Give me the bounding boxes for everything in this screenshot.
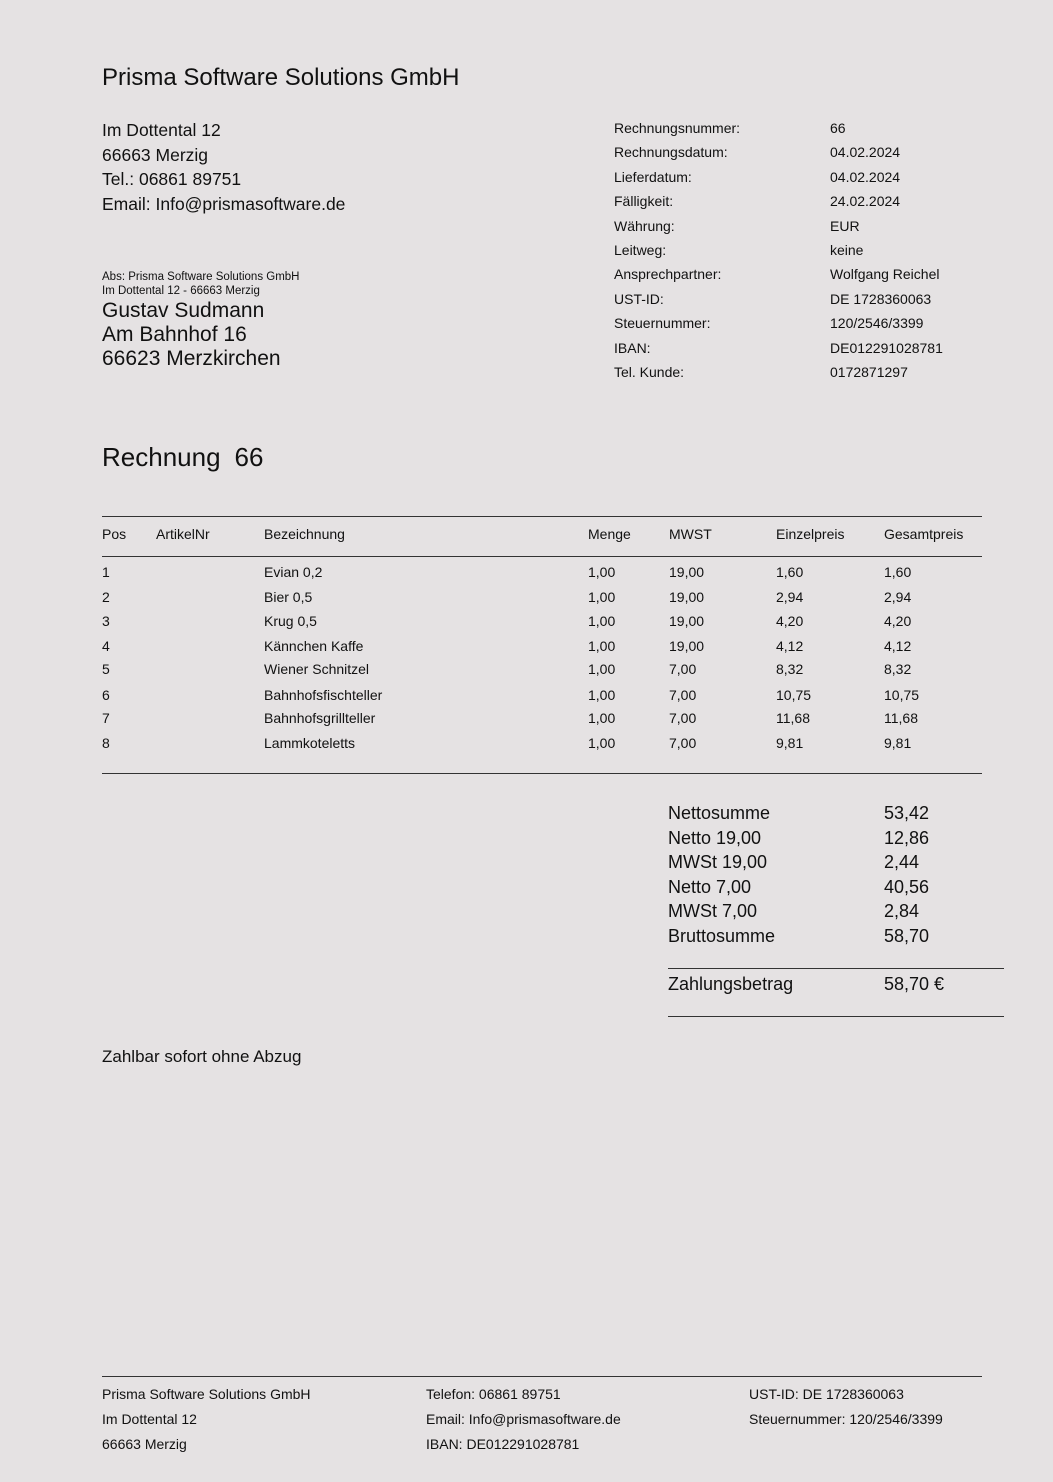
- cell-einzelpreis: 9,81: [776, 735, 804, 751]
- footer-line: Prisma Software Solutions GmbH: [102, 1386, 311, 1402]
- meta-value: Wolfgang Reichel: [830, 266, 940, 283]
- meta-value: 24.02.2024: [830, 193, 901, 210]
- table-bottom-rule: [102, 773, 982, 774]
- meta-value: 04.02.2024: [830, 168, 901, 185]
- recipient-name: Gustav Sudmann: [102, 299, 265, 322]
- meta-row: [614, 193, 943, 217]
- meta-row: [614, 315, 943, 339]
- cell-mwst: 7,00: [669, 710, 697, 726]
- meta-label: Rechnungsdatum:: [614, 144, 728, 161]
- cell-gesamtpreis: 4,12: [884, 638, 912, 654]
- invoice-title-number: 66: [234, 442, 264, 472]
- table-top-rule: [102, 516, 982, 517]
- meta-row: [614, 291, 943, 315]
- meta-row: [614, 218, 943, 242]
- cell-einzelpreis: 1,60: [776, 564, 804, 580]
- cell-pos: 8: [102, 735, 110, 751]
- cell-gesamtpreis: 4,20: [884, 613, 912, 629]
- cell-pos: 2: [102, 589, 110, 605]
- cell-gesamtpreis: 10,75: [884, 687, 920, 703]
- header-gesamtpreis: Gesamtpreis: [884, 526, 964, 542]
- cell-menge: 1,00: [588, 735, 616, 751]
- meta-row: [614, 364, 943, 388]
- meta-label: Ansprechpartner:: [614, 266, 722, 283]
- totals-block: [668, 803, 929, 950]
- cell-bezeichnung: Bier 0,5: [264, 589, 313, 605]
- sender-email: Email: Info@prismasoftware.de: [102, 193, 346, 214]
- totals-value: 2,84: [884, 901, 920, 921]
- meta-row: [614, 169, 943, 193]
- totals-row: [668, 926, 929, 951]
- header-menge: Menge: [588, 526, 631, 542]
- cell-gesamtpreis: 2,94: [884, 589, 912, 605]
- sender-street: Im Dottental 12: [102, 120, 221, 140]
- cell-mwst: 19,00: [669, 613, 705, 629]
- cell-bezeichnung: Evian 0,2: [264, 564, 323, 580]
- cell-einzelpreis: 4,12: [776, 638, 804, 654]
- meta-value: 120/2546/3399: [830, 315, 924, 332]
- totals-row: [668, 803, 929, 828]
- cell-mwst: 19,00: [669, 564, 705, 580]
- payment-bottom-rule: [668, 1016, 1004, 1017]
- cell-einzelpreis: 4,20: [776, 613, 804, 629]
- cell-einzelpreis: 8,32: [776, 661, 804, 677]
- cell-einzelpreis: 2,94: [776, 589, 804, 605]
- meta-label: Leitweg:: [614, 241, 667, 258]
- totals-row: [668, 877, 929, 902]
- totals-label: Nettosumme: [668, 803, 771, 823]
- recipient-address: [102, 299, 281, 371]
- cell-pos: 6: [102, 687, 110, 703]
- header-mwst: MWST: [669, 526, 712, 542]
- footer-line: UST-ID: DE 1728360063: [749, 1386, 904, 1402]
- totals-label: Netto 7,00: [668, 876, 752, 897]
- cell-menge: 1,00: [588, 638, 616, 654]
- cell-pos: 7: [102, 710, 110, 726]
- cell-bezeichnung: Wiener Schnitzel: [264, 661, 370, 677]
- cell-bezeichnung: Krug 0,5: [264, 613, 317, 629]
- cell-bezeichnung: Bahnhofsgrillteller: [264, 710, 376, 726]
- meta-value: DE 1728360063: [830, 290, 932, 307]
- cell-mwst: 7,00: [669, 661, 697, 677]
- header-bezeichnung: Bezeichnung: [264, 526, 345, 542]
- footer-tax: [749, 1382, 943, 1432]
- meta-label: UST-ID:: [614, 290, 664, 307]
- meta-label: IBAN:: [614, 339, 651, 356]
- totals-label: Bruttosumme: [668, 925, 776, 946]
- payment-terms: Zahlbar sofort ohne Abzug: [102, 1047, 302, 1066]
- sender-return-line: [102, 271, 300, 298]
- cell-menge: 1,00: [588, 687, 616, 703]
- header-artikelnr: ArtikelNr: [156, 526, 210, 542]
- cell-gesamtpreis: 9,81: [884, 735, 912, 751]
- meta-row: [614, 120, 943, 144]
- sender-city: 66663 Merzig: [102, 144, 209, 165]
- footer-rule: [102, 1376, 982, 1377]
- meta-row: [614, 242, 943, 266]
- cell-menge: 1,00: [588, 613, 616, 629]
- cell-gesamtpreis: 11,68: [884, 710, 918, 726]
- cell-mwst: 19,00: [669, 638, 705, 654]
- cell-pos: 3: [102, 613, 110, 629]
- cell-bezeichnung: Kännchen Kaffe: [264, 638, 364, 654]
- cell-bezeichnung: Lammkoteletts: [264, 735, 356, 751]
- totals-label: MWSt 7,00: [668, 901, 758, 921]
- totals-row: [668, 852, 929, 877]
- meta-row: [614, 266, 943, 290]
- header-pos: Pos: [102, 526, 127, 542]
- cell-menge: 1,00: [588, 710, 616, 726]
- cell-einzelpreis: 10,75: [776, 687, 812, 703]
- cell-bezeichnung: Bahnhofsfischteller: [264, 687, 383, 703]
- meta-value: 66: [830, 120, 846, 136]
- cell-gesamtpreis: 1,60: [884, 564, 912, 580]
- meta-label: Rechnungsnummer:: [614, 120, 741, 136]
- cell-einzelpreis: 11,68: [776, 710, 810, 726]
- footer-line: IBAN: DE012291028781: [426, 1436, 580, 1452]
- footer-company: [102, 1382, 311, 1457]
- totals-label: Netto 19,00: [668, 827, 762, 848]
- invoice-title-label: Rechnung: [102, 442, 221, 472]
- cell-mwst: 7,00: [669, 735, 697, 751]
- cell-mwst: 7,00: [669, 687, 697, 703]
- totals-value: 2,44: [884, 852, 920, 872]
- payment-amount: [668, 974, 944, 995]
- meta-value: 0172871297: [830, 363, 908, 380]
- sender-address: [102, 118, 345, 216]
- totals-value: 40,56: [884, 876, 930, 897]
- invoice-meta: [614, 120, 943, 388]
- meta-row: [614, 340, 943, 364]
- meta-value: EUR: [830, 217, 860, 234]
- footer-line: Telefon: 06861 89751: [426, 1386, 561, 1402]
- company-name: Prisma Software Solutions GmbH: [102, 64, 460, 91]
- meta-value: DE012291028781: [830, 339, 943, 356]
- cell-pos: 4: [102, 638, 110, 654]
- totals-value: 53,42: [884, 803, 930, 823]
- footer-line: Im Dottental 12: [102, 1411, 197, 1427]
- totals-row: [668, 828, 929, 853]
- cell-menge: 1,00: [588, 661, 616, 677]
- meta-label: Währung:: [614, 217, 675, 234]
- sender-phone: Tel.: 06861 89751: [102, 169, 242, 189]
- payment-value: 58,70 €: [884, 974, 945, 994]
- cell-menge: 1,00: [588, 589, 616, 605]
- sender-return-line-2: Im Dottental 12 - 66663 Merzig: [102, 284, 260, 297]
- meta-value: 04.02.2024: [830, 144, 901, 161]
- meta-label: Steuernummer:: [614, 315, 711, 332]
- header-einzelpreis: Einzelpreis: [776, 526, 845, 542]
- totals-value: 12,86: [884, 827, 930, 848]
- table-header-rule: [102, 556, 982, 557]
- meta-value: keine: [830, 241, 864, 258]
- cell-menge: 1,00: [588, 564, 616, 580]
- cell-pos: 1: [102, 564, 110, 580]
- footer-line: 66663 Merzig: [102, 1436, 187, 1452]
- meta-label: Tel. Kunde:: [614, 363, 685, 380]
- payment-top-rule: [668, 968, 1004, 969]
- footer-contact: [426, 1382, 621, 1457]
- recipient-city: 66623 Merzkirchen: [102, 347, 281, 370]
- cell-pos: 5: [102, 661, 110, 677]
- meta-label: Lieferdatum:: [614, 168, 692, 185]
- totals-value: 58,70: [884, 925, 930, 946]
- payment-label: Zahlungsbetrag: [668, 974, 794, 994]
- invoice-title: [102, 442, 263, 473]
- cell-mwst: 19,00: [669, 589, 705, 605]
- totals-label: MWSt 19,00: [668, 852, 768, 872]
- footer-line: Email: Info@prismasoftware.de: [426, 1411, 621, 1427]
- meta-row: [614, 144, 943, 168]
- recipient-street: Am Bahnhof 16: [102, 323, 247, 346]
- cell-gesamtpreis: 8,32: [884, 661, 912, 677]
- meta-label: Fälligkeit:: [614, 193, 674, 210]
- totals-row: [668, 901, 929, 926]
- footer-line: Steuernummer: 120/2546/3399: [749, 1411, 943, 1427]
- sender-return-line-1: Abs: Prisma Software Solutions GmbH: [102, 271, 300, 283]
